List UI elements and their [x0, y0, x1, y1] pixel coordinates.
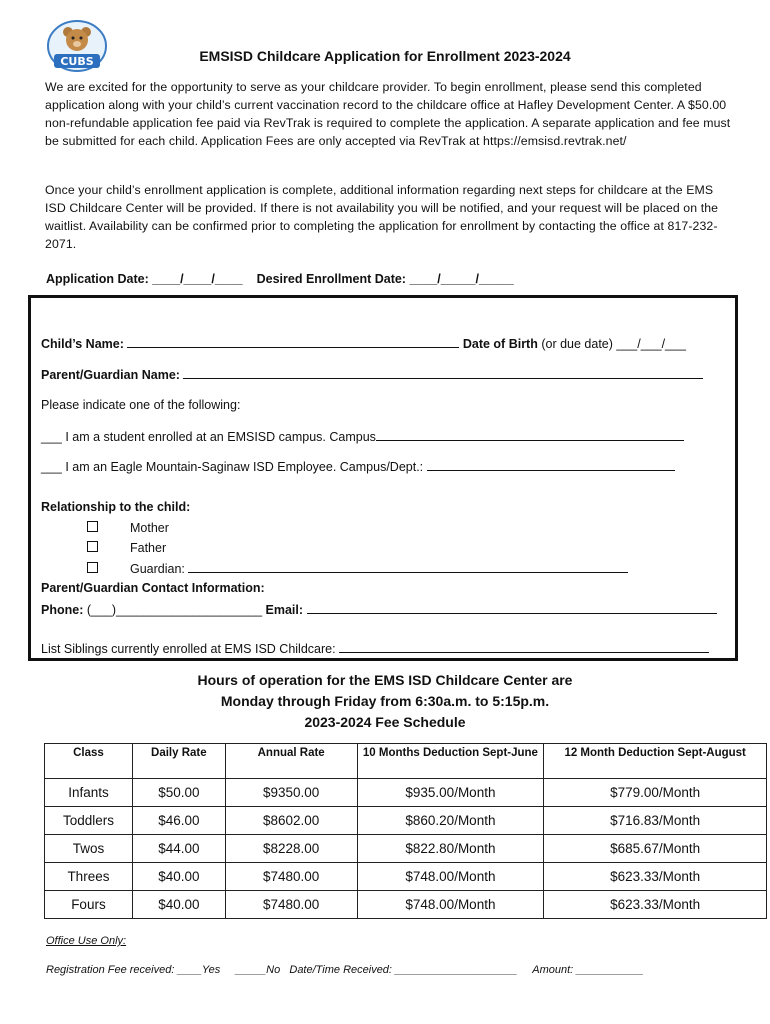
cell-annual-rate: $7480.00 — [225, 891, 357, 919]
intro-paragraph-2: Once your child’s enrollment application is complete, additional information regarding next steps for childcare at the EMS ISD Childcare Center will be provided. If there is not availability you will be notified, and your request will be placed on the waitlist. Availability can be confirmed prior to completing the application for enrollment by contacting the office at 817-232-2071. — [45, 183, 719, 251]
cell-12-month: $685.67/Month — [544, 835, 767, 863]
cell-annual-rate: $9350.00 — [225, 779, 357, 807]
table-row — [45, 779, 767, 807]
student-option-label: ___ I am a student enrolled at an EMSISD campus. Campus — [41, 430, 376, 444]
phone-email-row — [41, 602, 717, 617]
relationship-label: Relationship to the child: — [41, 500, 191, 514]
checkbox-icon[interactable] — [87, 541, 98, 552]
cell-class: Infants — [45, 779, 133, 807]
employee-option-label: ___ I am an Eagle Mountain-Saginaw ISD Employee. Campus/Dept.: — [41, 460, 424, 474]
col-header-12-month: 12 Month Deduction Sept-August — [544, 744, 767, 779]
fee-schedule-table — [44, 743, 767, 919]
child-name-label: Child’s Name: — [41, 337, 124, 351]
guardian-name-label: Parent/Guardian Name: — [41, 368, 180, 382]
student-option-row[interactable] — [41, 429, 684, 444]
office-use-heading: Office Use Only: — [46, 935, 127, 947]
cell-12-month: $716.83/Month — [544, 807, 767, 835]
siblings-row — [41, 641, 709, 656]
cell-12-month: $623.33/Month — [544, 891, 767, 919]
cell-annual-rate: $7480.00 — [225, 863, 357, 891]
col-header-annual-rate: Annual Rate — [225, 744, 357, 779]
cell-class: Threes — [45, 863, 133, 891]
child-name-input[interactable] — [127, 336, 459, 348]
cell-daily-rate: $50.00 — [132, 779, 225, 807]
table-row — [45, 807, 767, 835]
contact-label: Parent/Guardian Contact Information: — [41, 581, 265, 595]
relationship-father-label: Father — [130, 541, 167, 555]
relationship-option-guardian[interactable] — [87, 561, 628, 576]
office-use-line: Registration Fee received: ____Yes _____No Date/Time Received: ____________________ Amount: ___________ — [46, 964, 644, 976]
email-label: Email: — [265, 603, 304, 617]
dates-row — [46, 272, 514, 286]
table-row — [45, 863, 767, 891]
indicate-label: Please indicate one of the following: — [41, 398, 241, 412]
cell-daily-rate: $44.00 — [132, 835, 225, 863]
cell-12-month: $623.33/Month — [544, 863, 767, 891]
phone-label: Phone: — [41, 603, 84, 617]
relationship-guardian-label: Guardian: — [130, 562, 185, 576]
application-date-field[interactable]: Application Date: ____/____/____ — [46, 272, 243, 286]
student-campus-input[interactable] — [376, 429, 684, 441]
dob-label: Date of Birth — [462, 337, 538, 351]
guardian-name-row — [41, 367, 703, 382]
col-header-10-month: 10 Months Deduction Sept-June — [357, 744, 544, 779]
cell-10-month: $822.80/Month — [357, 835, 544, 863]
cell-daily-rate: $40.00 — [132, 863, 225, 891]
child-name-row — [41, 336, 686, 351]
desired-enrollment-date-field[interactable]: Desired Enrollment Date: ____/_____/_____ — [256, 272, 514, 286]
relationship-option-father[interactable] — [87, 541, 166, 555]
table-row — [45, 891, 767, 919]
cell-10-month: $860.20/Month — [357, 807, 544, 835]
cell-10-month: $748.00/Month — [357, 891, 544, 919]
guardian-relationship-input[interactable] — [188, 561, 628, 573]
cell-10-month: $748.00/Month — [357, 863, 544, 891]
siblings-input[interactable] — [339, 641, 709, 653]
table-row — [45, 835, 767, 863]
employee-option-row[interactable] — [41, 459, 675, 474]
relationship-mother-label: Mother — [130, 521, 169, 535]
cell-10-month: $935.00/Month — [357, 779, 544, 807]
relationship-option-mother[interactable] — [87, 521, 169, 535]
hours-line-2: Monday through Friday from 6:30a.m. to 5:15p.m. — [220, 693, 550, 709]
intro-paragraph-1: We are excited for the opportunity to serve as your childcare provider. To begin enrollment, please send this completed application along with your child’s current vaccination record to the childcare office at Hafley Development Center. A $50.00 non-refundable application fee paid via RevTrak is required to complete the application. A separate application and fee must be submitted for each child. Application Fees are only accepted via RevTrak at https://emsisd.revtrak.net/ — [45, 80, 731, 148]
table-header-row — [45, 744, 767, 779]
fee-schedule-title: 2023-2024 Fee Schedule — [304, 714, 466, 730]
cell-class: Twos — [45, 835, 133, 863]
col-header-class: Class — [45, 744, 133, 779]
hours-line-1: Hours of operation for the EMS ISD Childcare Center are — [197, 672, 573, 688]
checkbox-icon[interactable] — [87, 562, 98, 573]
col-header-daily-rate: Daily Rate — [132, 744, 225, 779]
logo-text: CUBS — [60, 55, 94, 68]
cell-class: Toddlers — [45, 807, 133, 835]
employee-dept-input[interactable] — [427, 459, 675, 471]
phone-input[interactable]: (___)_____________________ — [86, 603, 263, 617]
cell-annual-rate: $8228.00 — [225, 835, 357, 863]
cell-annual-rate: $8602.00 — [225, 807, 357, 835]
cell-12-month: $779.00/Month — [544, 779, 767, 807]
application-form-box — [28, 295, 738, 661]
cell-daily-rate: $40.00 — [132, 891, 225, 919]
dob-input[interactable]: (or due date) ___/___/___ — [541, 337, 686, 351]
page-title: EMSISD Childcare Application for Enrollment 2023-2024 — [199, 48, 571, 64]
cell-daily-rate: $46.00 — [132, 807, 225, 835]
cell-class: Fours — [45, 891, 133, 919]
guardian-name-input[interactable] — [183, 367, 703, 379]
siblings-label: List Siblings currently enrolled at EMS ISD Childcare: — [41, 642, 336, 656]
checkbox-icon[interactable] — [87, 521, 98, 532]
email-input[interactable] — [307, 602, 717, 614]
